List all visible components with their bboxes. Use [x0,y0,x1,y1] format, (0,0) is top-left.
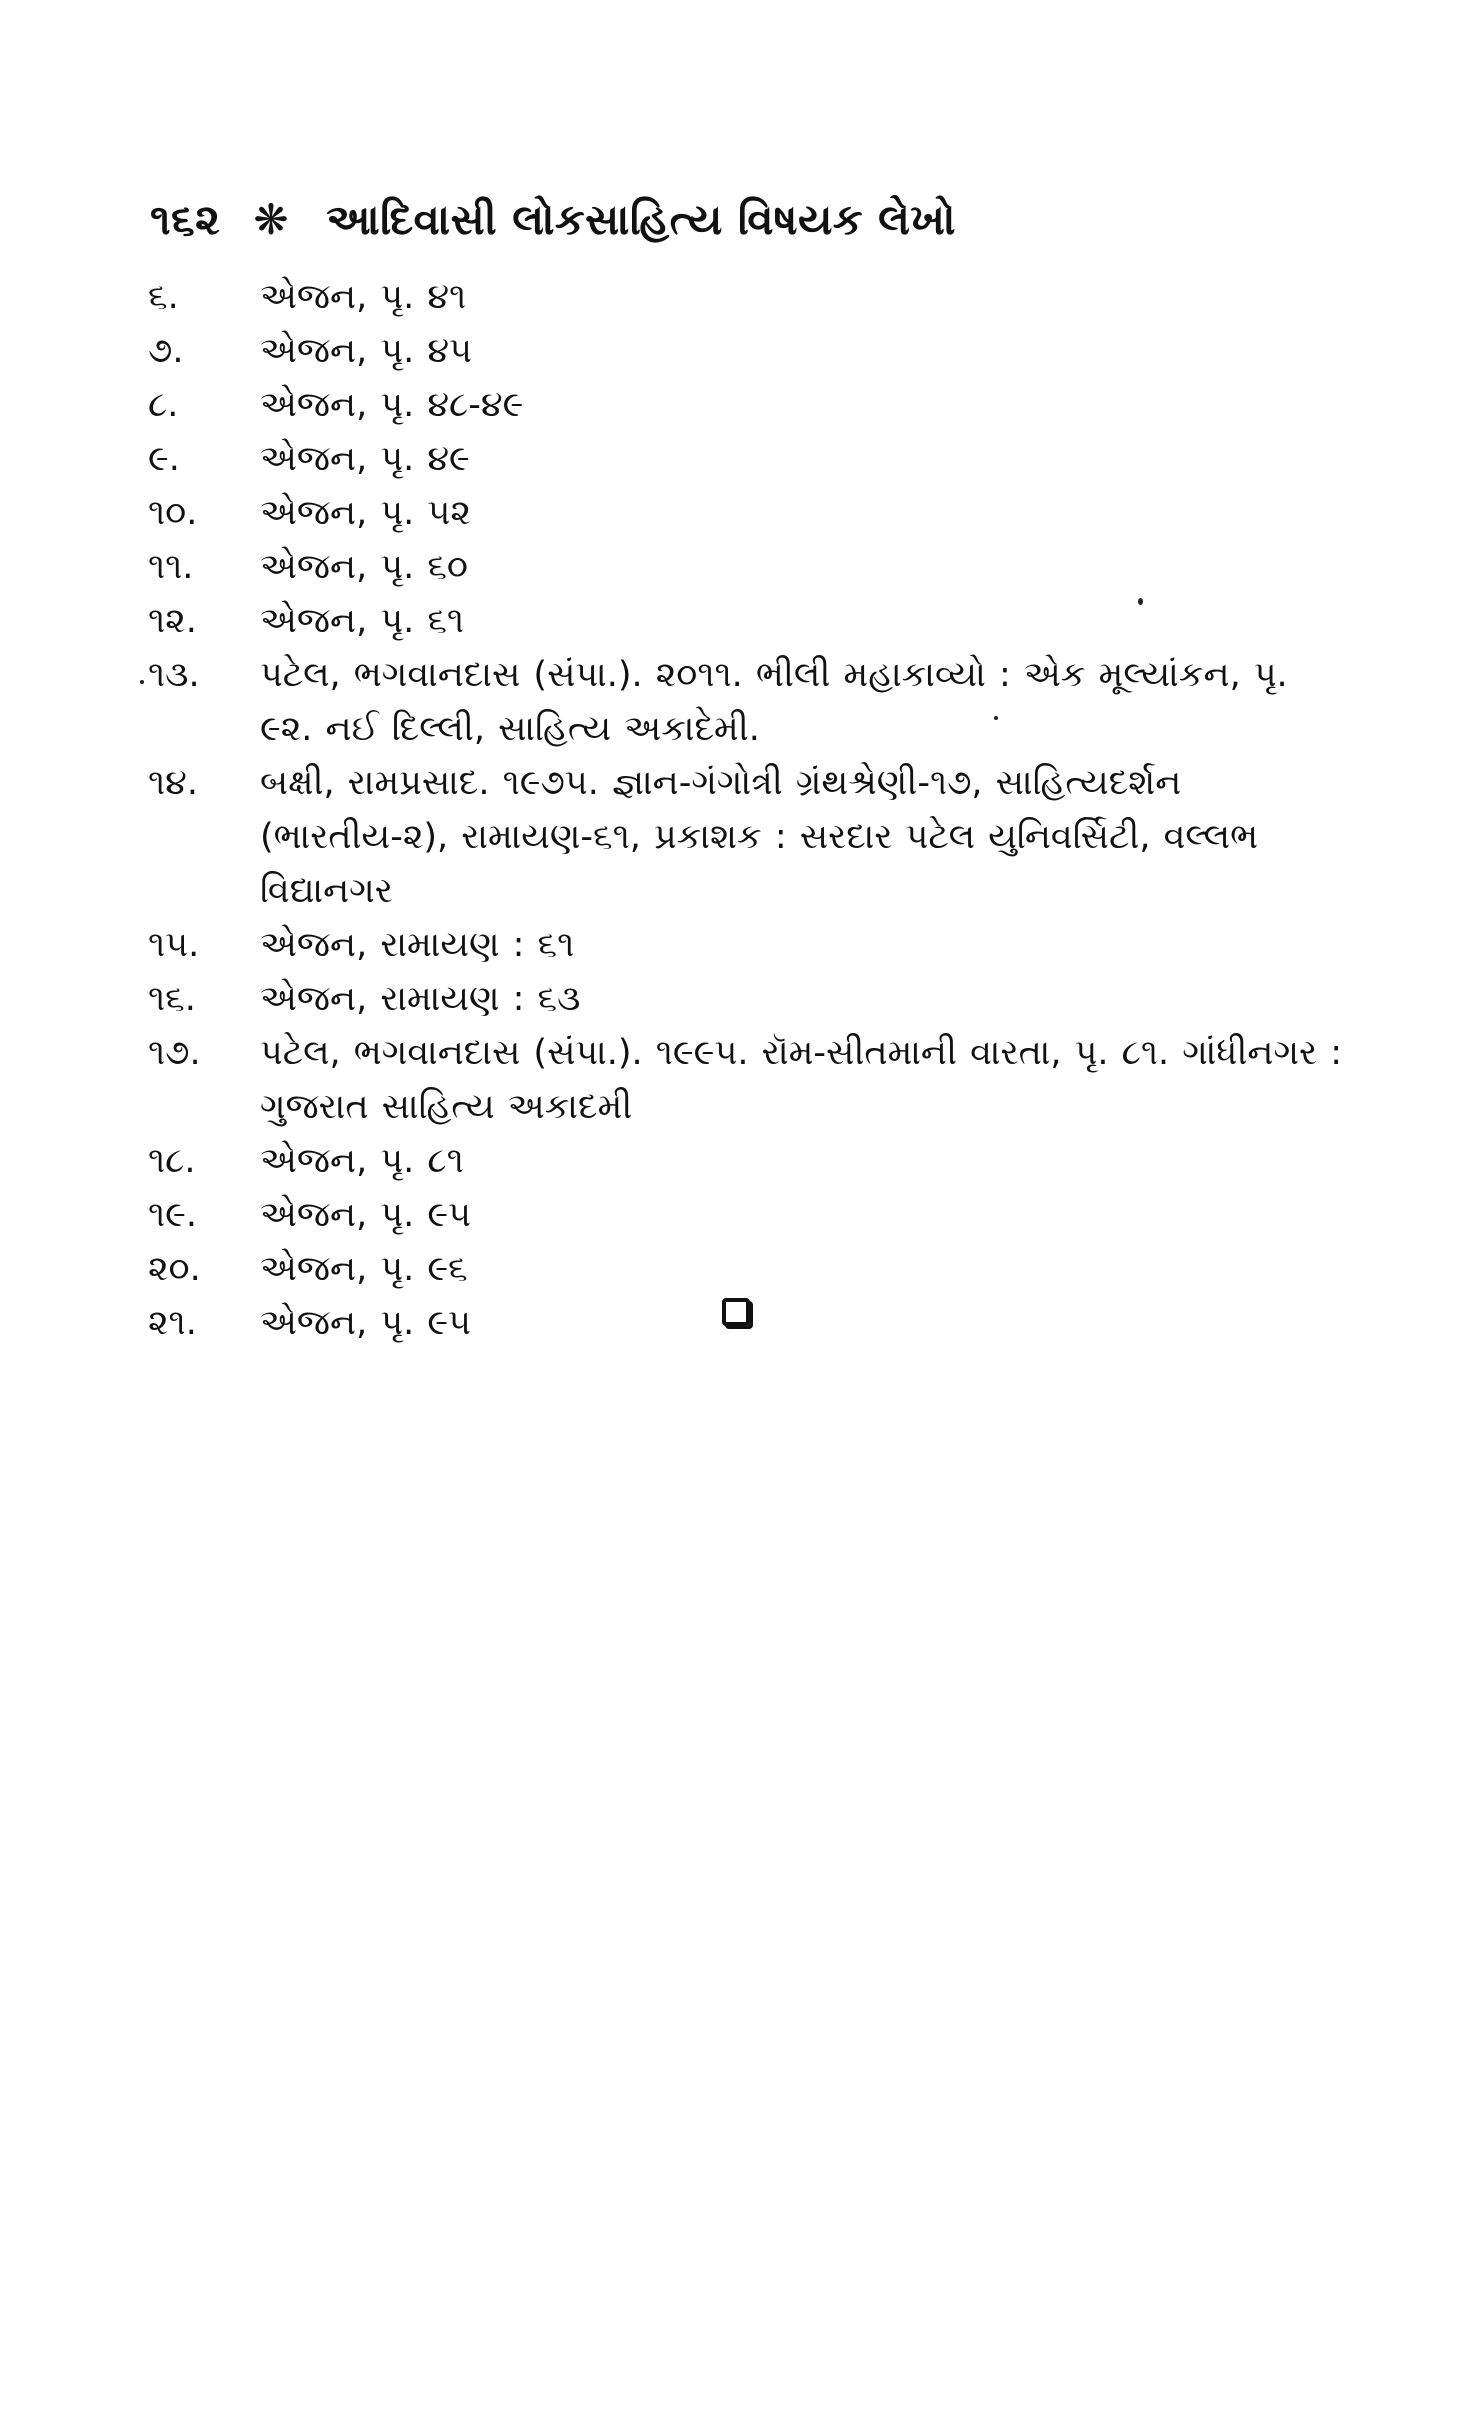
endnote-number: ૧૮. [148,1141,196,1181]
endnote-number: ૧૭. [148,1033,201,1073]
endnote-number: ૨૦. [148,1249,201,1289]
endnote-text: પટેલ, ભગવાનદાસ (સંપા.). ૧૯૯૫. રૉમ-સીતમાની વારતા, પૃ. ૮૧. ગાંધીનગર : ગુજરાત સાહિત્ય અકાદમી [260,1033,1343,1127]
page-number: ૧૬૨ [150,195,221,244]
endnote-text: એજન, પૃ. ૮૧ [260,1141,464,1181]
endnote-item [148,972,1348,1026]
endnote-number: ૧૩. [148,655,200,695]
endnote-text: એજન, રામાયણ : ૬૩ [260,979,581,1019]
endnote-text: એજન, પૃ. ૫૨ [260,493,471,533]
endnote-item [148,1188,1348,1242]
endnote-item [148,594,1348,648]
running-header [150,195,956,245]
endnote-text: એજન, પૃ. ૪૧ [260,277,467,317]
endnote-item [148,270,1348,324]
endnote-item [148,648,1348,756]
endnote-number: ૧૬. [148,979,196,1019]
end-of-section-square-icon [722,1298,750,1326]
endnote-text: એજન, પૃ. ૯૬ [260,1249,468,1289]
endnote-item [148,432,1348,486]
endnote-number: ૭. [148,331,184,371]
endnote-number: ૧૪. [148,763,198,803]
endnote-number: ૯. [148,439,180,479]
endnotes-list [148,270,1348,1350]
endnote-text: એજન, પૃ. ૬૦ [260,547,468,587]
endnote-number: ૧૧. [148,547,194,587]
endnote-text: બક્ષી, રામપ્રસાદ. ૧૯૭૫. જ્ઞાન-ગંગોત્રી ગ્રંથશ્રેણી-૧૭, સાહિત્યદર્શન (ભારતીય-૨), રામાયણ-૬૧, પ્રકાશક : સરદાર પટેલ યુનિવર્સિટી, વલ્લભ વિદ્યાનગર [260,763,1259,911]
endnote-item [148,486,1348,540]
endnote-item [148,378,1348,432]
endnote-item [148,324,1348,378]
scan-speck [1138,598,1143,605]
asterism-separator: ❋ [253,195,290,244]
scan-speck [140,680,144,684]
endnote-text: એજન, રામાયણ : ૬૧ [260,925,575,965]
endnote-number: ૧૨. [148,601,197,641]
endnote-number: ૧૫. [148,925,200,965]
endnote-item [148,1026,1348,1134]
endnote-number: ૧૯. [148,1195,197,1235]
scan-speck [994,716,998,720]
endnote-number: ૮. [148,385,179,425]
endnote-number: ૨૧. [148,1303,197,1343]
endnote-number: ૬. [148,277,179,317]
endnote-item [148,918,1348,972]
endnote-text: એજન, પૃ. ૯૫ [260,1195,472,1235]
endnote-number: ૧૦. [148,493,198,533]
endnote-text: એજન, પૃ. ૪૫ [260,331,473,371]
endnote-text: એજન, પૃ. ૪૯ [260,439,470,479]
endnote-item [148,540,1348,594]
endnote-item [148,1242,1348,1296]
endnote-text: એજન, પૃ. ૯૫ [260,1303,472,1343]
book-title: આદિવાસી લોકસાહિત્ય વિષયક લેખો [326,195,956,244]
endnote-text: પટેલ, ભગવાનદાસ (સંપા.). ૨૦૧૧. ભીલી મહાકાવ્યો : એક મૂલ્યાંકન, પૃ. ૯૨. નઈ દિલ્લી, સાહિત્ય અકાદેમી. [260,655,1288,749]
endnote-text: એજન, પૃ. ૪૮-૪૯ [260,385,524,425]
endnote-item [148,1134,1348,1188]
endnote-text: એજન, પૃ. ૬૧ [260,601,465,641]
endnote-item [148,756,1348,918]
